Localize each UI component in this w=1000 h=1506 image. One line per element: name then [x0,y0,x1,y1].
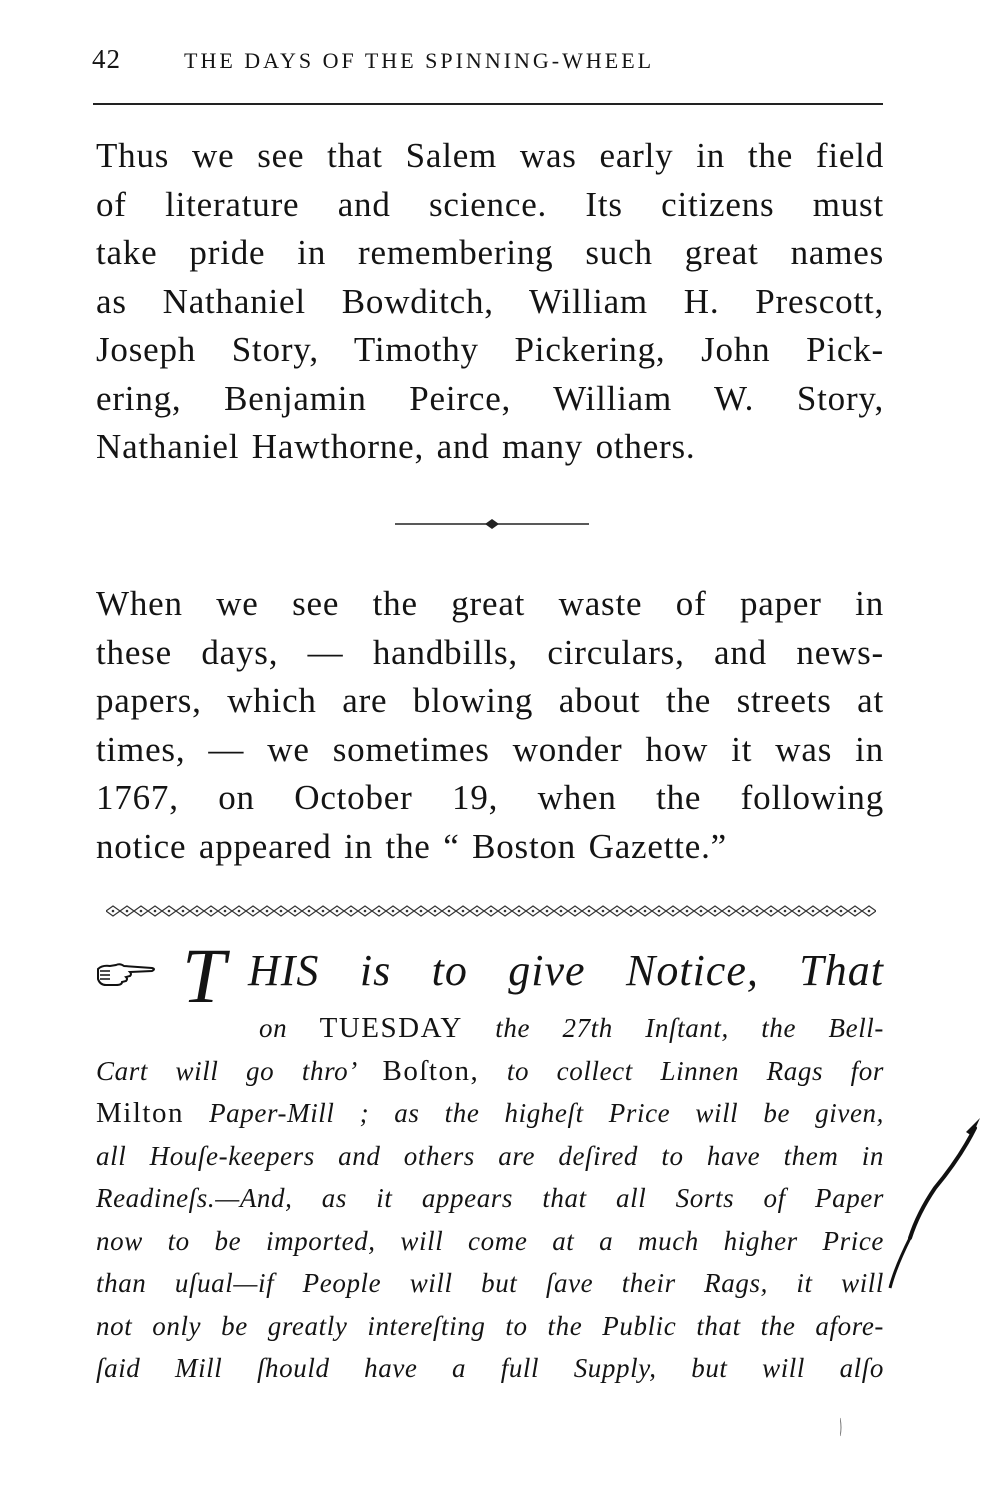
running-title: THE DAYS OF THE SPINNING-WHEEL [184,48,655,73]
paragraph-line: take pride in remembering such great names [96,233,884,272]
headline-text: HIS is to give Notice, That [248,946,884,995]
ornamental-border [106,904,876,918]
notice-fragment: Milton [96,1097,184,1129]
section-divider [395,518,589,530]
paragraph-line: Thus we see that Salem was early in the field [96,136,884,175]
notice-fragment: TUESDAY [319,1012,463,1044]
paragraph-line: notice appeared in the “ Boston Gazette.” [96,826,727,866]
paragraph-salem [96,132,884,472]
notice-fragment: the 27th Inſtant, the Bell- [495,1013,884,1043]
notice-line: than uſual—if People will but ſave their Rags, it will [96,1268,884,1298]
page-number: 42 [92,44,121,74]
notice-fragment: Cart will go thro’ [96,1055,355,1086]
notice-line: Readineſs.—And, as it appears that all Sorts of Paper [96,1183,884,1213]
notice-line: not only be greatly intereſting to the Public that the afore- [96,1310,884,1341]
header-rule [93,103,883,105]
paragraph-paper-waste [96,580,884,871]
notice-line [96,1050,884,1093]
gazette-notice [96,932,884,1390]
paragraph-line: Nathaniel Hawthorne, and many others. [96,427,696,466]
notice-fragment: Boſton, [382,1054,480,1087]
pen-mark [840,1118,990,1438]
paragraph-line: papers, which are blowing about the streets at [96,681,884,720]
paragraph-line: of literature and science. Its citizens must [96,184,884,224]
pointing-hand-icon [96,939,166,1011]
paragraph-line: 1767, on October 19, when the following [96,778,884,817]
notice-line: ſaid Mill ſhould have a full Supply, but will alſo [96,1353,884,1383]
paragraph-line: as Nathaniel Bowditch, William H. Prescott, [96,281,884,321]
notice-line: now to be imported, will come at a much higher Price [96,1225,884,1256]
drop-cap: T [182,932,227,1019]
notice-fragment: on [259,1013,288,1043]
paragraph-line: times, — we sometimes wonder how it was in [96,729,884,769]
notice-headline [96,932,884,1019]
notice-line [96,1092,884,1135]
paragraph-line: Joseph Story, Timothy Pickering, John Pick- [96,330,884,369]
paragraph-line: ering, Benjamin Peirce, William W. Story, [96,378,884,418]
notice-fragment: to collect Linnen Rags for [506,1055,884,1086]
running-header [92,44,892,76]
notice-line: all Houſe-keepers and others are deſired to have them in [96,1140,884,1171]
notice-fragment: Paper-Mill ; as the higheſt Price will be given, [209,1098,884,1128]
paragraph-line: these days, — handbills, circulars, and news- [96,632,884,672]
paragraph-line: When we see the great waste of paper in [96,584,884,623]
